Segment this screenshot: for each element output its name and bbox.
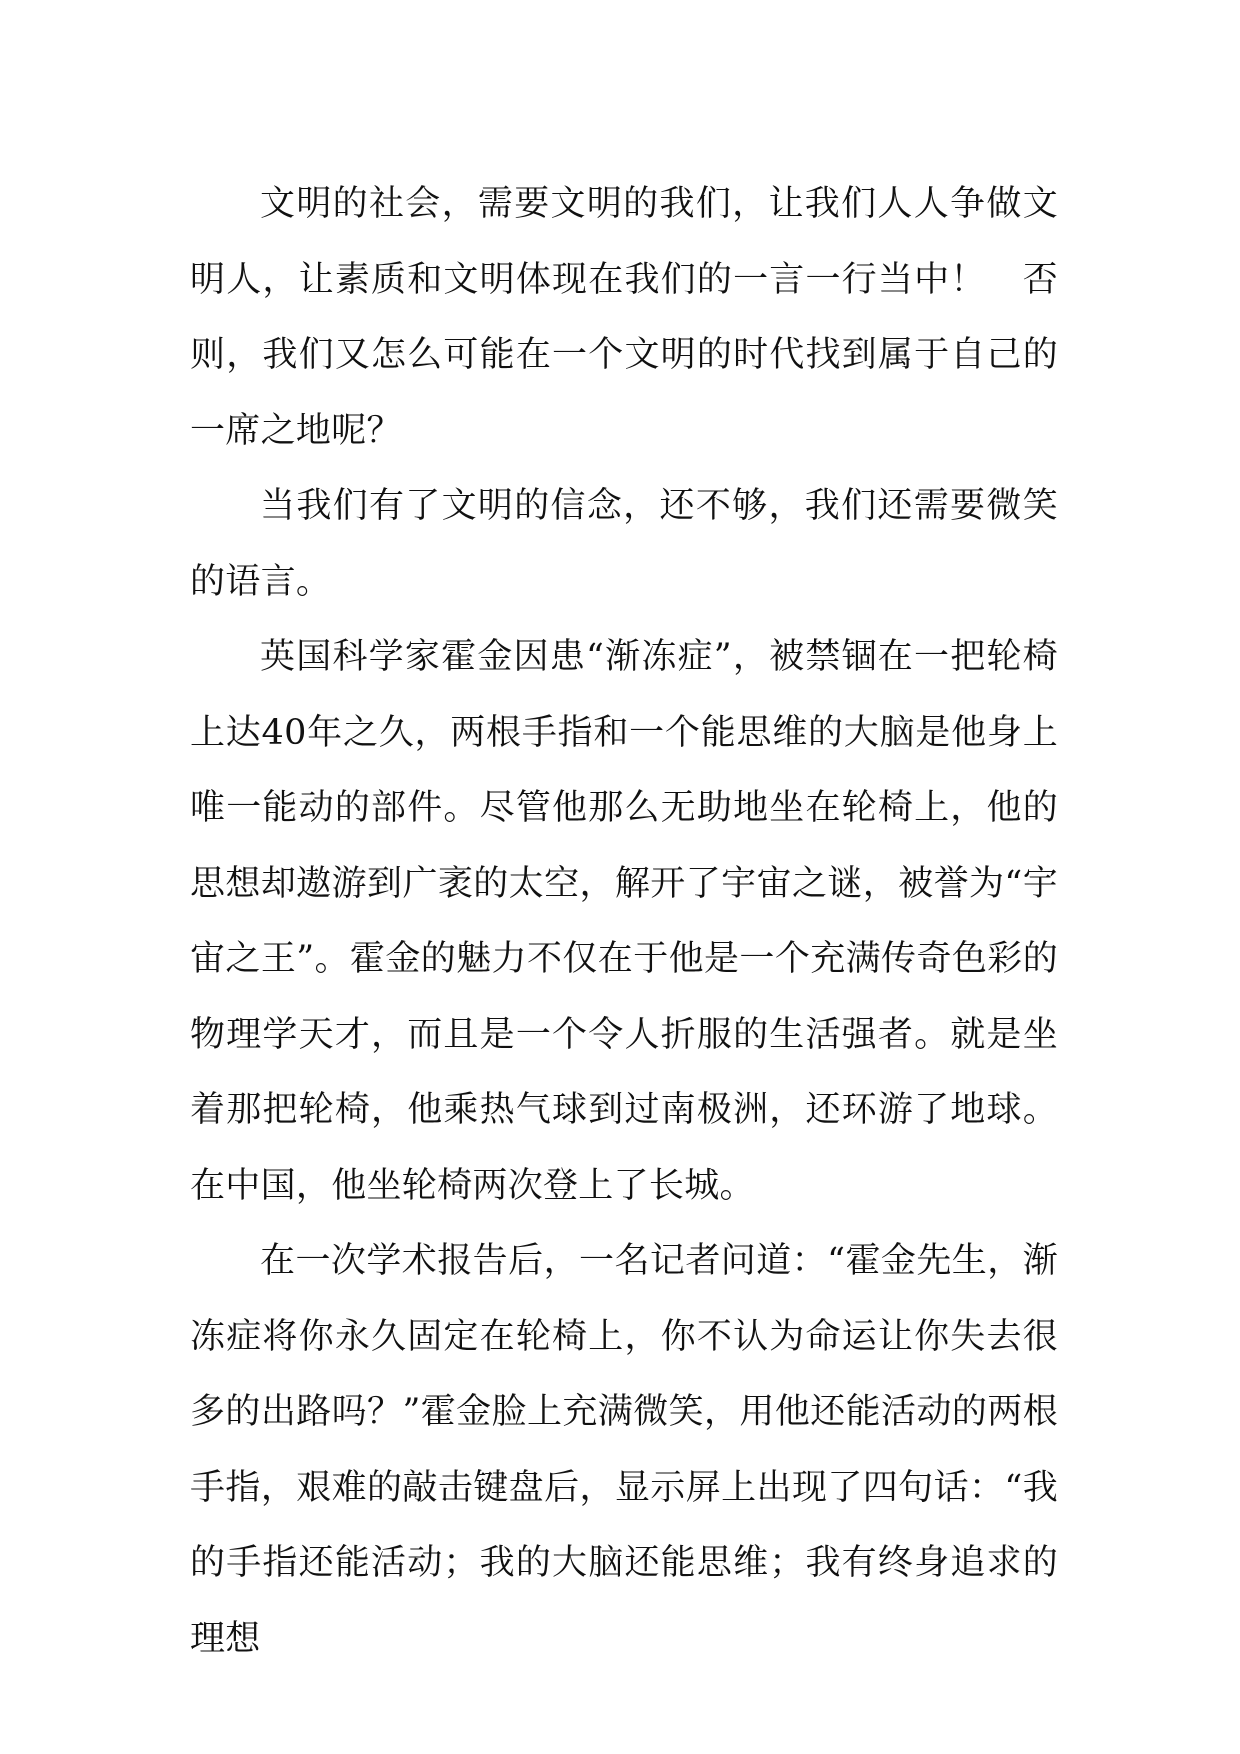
paragraph-interview: 在一次学术报告后，一名记者问道：“霍金先生，渐冻症将你永久固定在轮椅上，你不认为命运让你失去很多的出路吗？”霍金脸上充满微笑，用他还能活动的两根手指，艰难的敲击键盘后，显示屏上出现了四句话：“我的手指还能活动；我的大脑还能思维；我有终身追求的理想 [190, 1241, 1058, 1659]
paragraph-civilization: 文明的社会，需要文明的我们，让我们人人争做文明人，让素质和文明体现在我们的一言一行当中！ 否则，我们又怎么可能在一个文明的时代找到属于自己的一席之地呢？ [190, 184, 1058, 451]
paragraph-hawking: 英国科学家霍金因患“渐冻症”，被禁锢在一把轮椅上达40年之久，两根手指和一个能思维的大脑是他身上唯一能动的部件。尽管他那么无助地坐在轮椅上，他的思想却遨游到广袤的太空，解开了宇宙之谜，被誉为“宇宙之王”。霍金的魅力不仅在于他是一个充满传奇色彩的物理学天才，而且是一个令人折服的生活强者。就是坐着那把轮椅，他乘热气球到过南极洲，还环游了地球。在中国，他坐轮椅两次登上了长城。 [190, 637, 1058, 1206]
paragraph-smile-language: 当我们有了文明的信念，还不够，我们还需要微笑的语言。 [190, 486, 1058, 602]
body-text [190, 167, 1058, 1677]
